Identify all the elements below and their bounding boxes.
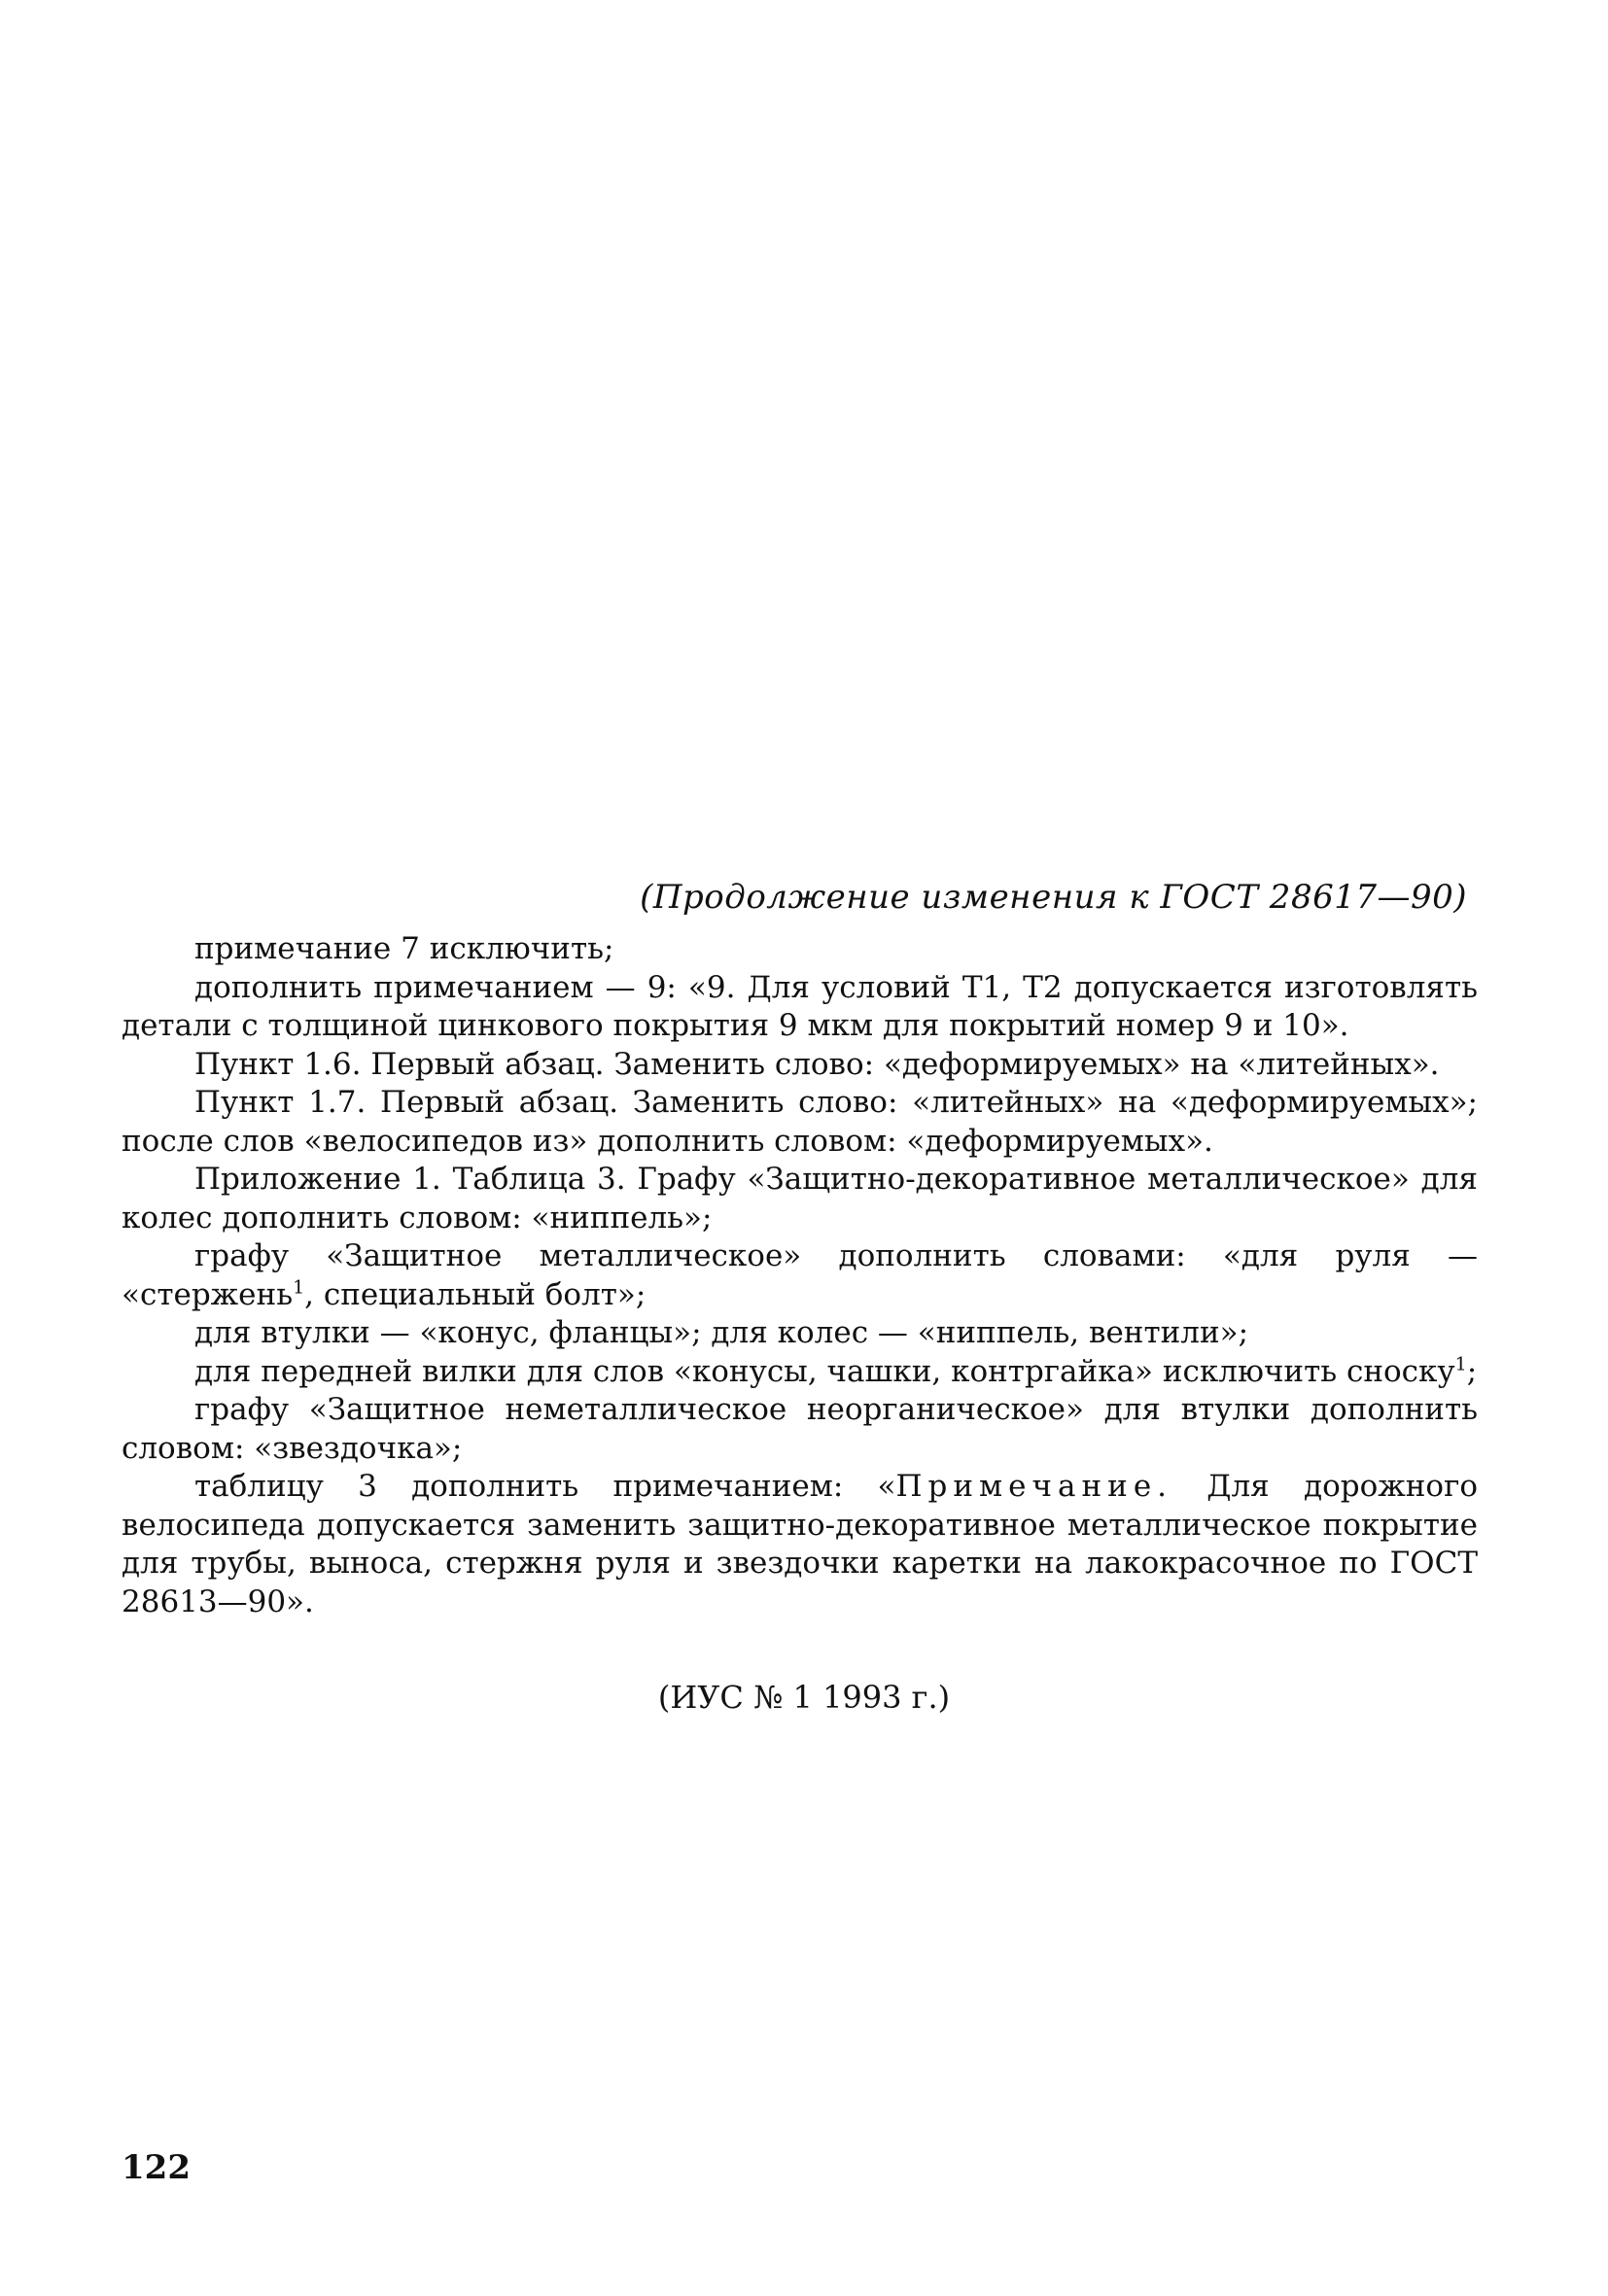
paragraph-text: для втулки — «конус, фланцы»; для колес — «ниппель, вентили»;: [194, 1315, 1249, 1350]
paragraph-text: Приложение 1.: [194, 1162, 441, 1197]
paragraph-column-protective-metal: [122, 1237, 1478, 1314]
page-header: (Продолжение изменения к ГОСТ 28617—90): [640, 878, 1467, 917]
paragraph-text: Пункт 1.6. Первый абзац. Заменить слово: «деформируемых» на «литейных».: [194, 1046, 1440, 1082]
paragraph-text: графу «Защитное неметаллическое неорганическое» для втулки дополнить словом: «звездочка»;: [122, 1392, 1478, 1466]
paragraph-item-1-7: [122, 1084, 1478, 1161]
paragraph-note-7: [122, 930, 1478, 969]
paragraph-front-fork: [122, 1353, 1478, 1392]
paragraph-text: , специальный болт»;: [304, 1276, 647, 1312]
paragraph-appendix-1: [122, 1161, 1478, 1237]
footnote-ref: 1: [293, 1276, 305, 1299]
paragraph-text: таблицу 3 дополнить примечанием: «: [194, 1469, 896, 1504]
paragraph-text: графу «Защитное металлическое» дополнить словами: «для руля — «стержень: [122, 1238, 1478, 1312]
note-label: Примечание.: [895, 1469, 1173, 1504]
footnote-ref: 1: [1454, 1353, 1467, 1375]
document-body: [122, 930, 1478, 1621]
paragraph-text: дополнить примечанием — 9: «9.: [194, 969, 736, 1005]
paragraph-item-1-6: [122, 1046, 1478, 1085]
paragraph-text: примечание 7 исключить;: [194, 931, 614, 966]
paragraph-text: Для условий Т1, Т2 допускается изготовлять детали с толщиной цинкового покрытия 9 мкм для покрытий номер 9 и 10».: [122, 969, 1478, 1043]
paragraph-note-9: [122, 969, 1478, 1046]
paragraph-column-nonmetal: [122, 1391, 1478, 1468]
paragraph-text: Для дорожного велосипеда допускается заменить защитно-декоративное металлическое покрытие для трубы, выноса, стержня руля и звездочки каретки на лакокрасочное по ГОСТ 28613—90».: [122, 1469, 1478, 1619]
source-reference: (ИУС № 1 1993 г.): [657, 1679, 951, 1716]
paragraph-table-3-note: [122, 1468, 1478, 1621]
paragraph-text: Таблица 3. Графу «Защитно-декоративное металлическое» для колес дополнить словом: «ниппель»;: [122, 1162, 1478, 1235]
paragraph-text: ;: [1466, 1353, 1478, 1389]
paragraph-text: Пункт 1.7. Первый абзац. Заменить слово: «литейных» на «деформируемых»; после слов «велосипедов из» дополнить словом: «деформируемых».: [122, 1085, 1478, 1159]
page-number: 122: [122, 2148, 191, 2187]
paragraph-hub-wheels: [122, 1314, 1478, 1353]
paragraph-text: для передней вилки для слов «конусы, чашки, контргайка» исключить сноску: [194, 1353, 1455, 1389]
